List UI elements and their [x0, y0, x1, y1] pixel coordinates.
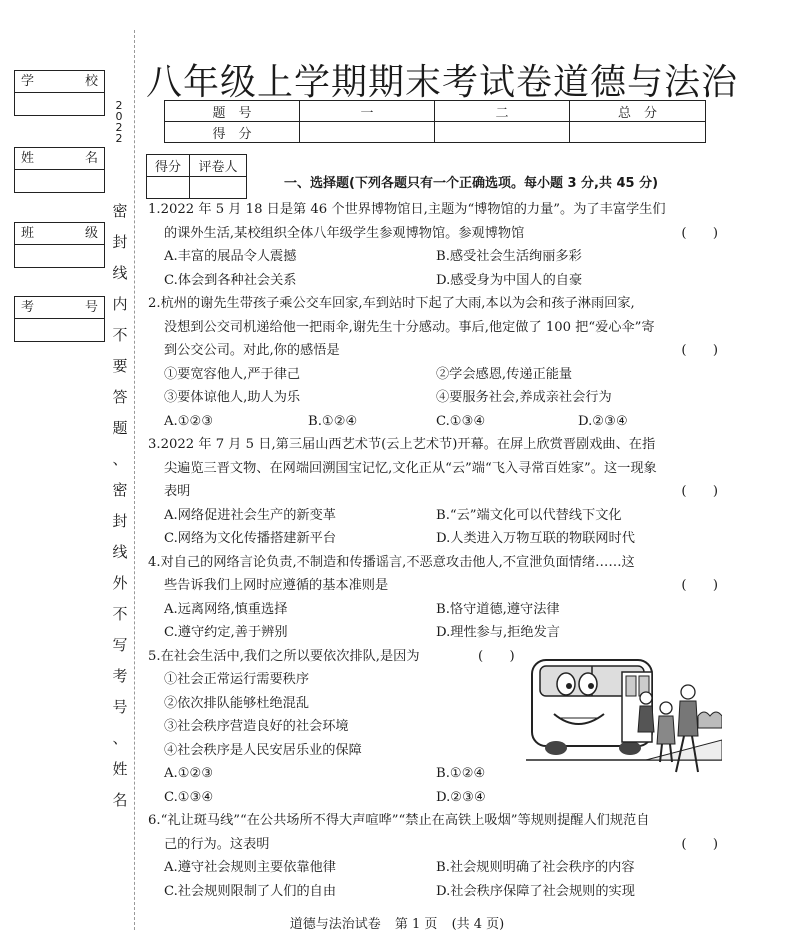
footer-total: (共 4 页)	[451, 917, 505, 932]
score-header: 总 分	[570, 101, 706, 122]
answer-paren[interactable]: ( )	[681, 578, 718, 593]
footer-subject: 道德与法治试卷	[289, 917, 381, 932]
option-b[interactable]: B.恪守道德,遵守法律	[436, 601, 560, 617]
section-title: 一、选择题(下列各题只有一个正确选项。每小题 3 分,共 45 分)	[284, 176, 659, 191]
question-stem-line: 尖遍览三晋文物、在网端回溯国宝记忆,文化正从“云”端“飞入寻常百姓家”。这一现象	[164, 460, 657, 476]
name-input[interactable]	[15, 170, 104, 192]
option-row	[148, 856, 722, 880]
question-stem-line: 没想到公交司机递给他一把雨伞,谢先生十分感动。事后,他定做了 100 把“爱心伞”寄	[164, 319, 655, 335]
footer-page: 第 1 页	[394, 917, 438, 932]
seal-dashed-line	[134, 30, 135, 930]
option-d[interactable]: D.理性参与,拒绝发言	[436, 625, 560, 640]
page-footer	[0, 913, 794, 932]
grader-name-cell[interactable]	[190, 177, 247, 199]
option-c[interactable]: C.遵守约定,善于辨别	[164, 625, 288, 640]
option-row	[148, 880, 722, 904]
statement-2: ②学会感恩,传递正能量	[436, 366, 573, 382]
seal-notice: 密 封 线 内 不 要 答 题 、 密 封 线 外 不 写 考 号 、 姓 名	[112, 202, 128, 809]
option-a[interactable]: A.①②③	[164, 413, 214, 429]
question-stem: 4.对自己的网络言论负责,不制造和传播谣言,不恶意攻击他人,不宣泄负面情绪……这	[148, 554, 635, 570]
option-row	[148, 410, 722, 434]
class-field	[14, 222, 105, 268]
score-cell[interactable]	[300, 122, 435, 143]
class-input[interactable]	[15, 245, 104, 267]
grader-score-cell[interactable]	[147, 177, 190, 199]
option-d[interactable]: D.②③④	[578, 413, 628, 429]
option-row	[148, 269, 722, 293]
grader-score-label: 得分	[147, 155, 190, 177]
statement-3: ③社会秩序营造良好的社会环境	[164, 719, 349, 734]
year-vertical: 2 0 2 2	[115, 99, 123, 145]
option-c[interactable]: C.体会到各种社会关系	[164, 272, 297, 288]
option-c[interactable]: C.①③④	[436, 413, 486, 429]
question-stem: 5.在社会生活中,我们之所以要依次排队,是因为 ( )	[148, 645, 722, 669]
field-label: 考	[21, 300, 35, 315]
answer-paren[interactable]: ( )	[681, 343, 718, 358]
option-b[interactable]: B.“云”端文化可以代替线下文化	[436, 507, 622, 523]
option-b[interactable]: B.感受社会生活绚丽多彩	[436, 249, 582, 264]
option-a[interactable]: A.网络促进社会生产的新变革	[164, 507, 336, 523]
score-table	[164, 100, 706, 143]
exam-number-field	[14, 296, 105, 342]
field-label: 学	[21, 74, 35, 89]
statement-2: ②依次排队能够杜绝混乱	[164, 695, 310, 711]
statement-row	[148, 386, 722, 410]
option-c[interactable]: C.网络为文化传播搭建新平台	[164, 531, 337, 546]
statement-4: ④要服务社会,养成亲社会行为	[436, 390, 612, 405]
option-b[interactable]: B.①②④	[436, 766, 486, 781]
score-row-label: 得 分	[165, 122, 300, 143]
option-d[interactable]: D.社会秩序保障了社会规则的实现	[436, 883, 635, 899]
option-a[interactable]: A.丰富的展品令人震撼	[164, 249, 297, 264]
question-stem: 3.2022 年 7 月 5 日,第三届山西艺术节(云上艺术节)开幕。在屏上欣赏晋剧戏曲、在指	[148, 437, 656, 452]
score-cell[interactable]	[570, 122, 706, 143]
statement-4: ④社会秩序是人民安居乐业的保障	[164, 742, 362, 758]
field-label: 班	[21, 226, 35, 241]
field-label: 名	[84, 151, 98, 166]
name-field	[14, 147, 105, 193]
question-stem-line: 些告诉我们上网时应遵循的基本准则是 ( )	[148, 574, 722, 598]
option-b[interactable]: B.社会规则明确了社会秩序的内容	[436, 860, 635, 875]
option-row	[148, 598, 722, 622]
question-stem: 6.“礼让斑马线”“在公共场所不得大声喧哗”“禁止在高铁上吸烟”等规则提醒人们规范自	[148, 813, 650, 828]
option-row	[148, 245, 722, 269]
score-header: 二	[435, 101, 570, 122]
option-d[interactable]: D.人类进入万物互联的物联网时代	[436, 531, 635, 546]
question-stem: 1.2022 年 5 月 18 日是第 46 个世界博物馆日,主题为“博物馆的力量”。为了丰富学生们	[148, 202, 666, 217]
question-stem-line: 己的行为。这表明 ( )	[148, 833, 722, 857]
option-a[interactable]: A.远离网络,慎重选择	[164, 601, 288, 617]
statement-row	[148, 363, 722, 387]
field-label: 姓	[21, 151, 35, 166]
score-header: 一	[300, 101, 435, 122]
statement-1: ①要宽容他人,严于律己	[164, 366, 301, 382]
score-cell[interactable]	[435, 122, 570, 143]
option-a[interactable]: A.遵守社会规则主要依靠他律	[164, 860, 336, 875]
answer-paren[interactable]: ( )	[681, 484, 718, 499]
grader-table	[146, 154, 247, 199]
field-label: 校	[84, 74, 98, 89]
answer-paren[interactable]: ( )	[681, 225, 718, 241]
school-field	[14, 70, 105, 116]
score-header: 题 号	[165, 101, 300, 122]
bus-queue-illustration	[526, 652, 722, 778]
option-d[interactable]: D.感受身为中国人的自豪	[436, 272, 583, 288]
option-row	[148, 527, 722, 551]
grader-name-label: 评卷人	[190, 155, 247, 177]
option-a[interactable]: A.①②③	[164, 766, 214, 781]
question-stem-line: 表明 ( )	[148, 480, 722, 504]
option-c[interactable]: C.①③④	[164, 789, 214, 805]
answer-paren[interactable]: ( )	[681, 836, 718, 852]
question-stem-line: 的课外生活,某校组织全体八年级学生参观博物馆。参观博物馆 ( )	[148, 222, 722, 246]
exam-number-input[interactable]	[15, 319, 104, 341]
question-stem-line: 到公交公司。对此,你的感悟是 ( )	[148, 339, 722, 363]
option-b[interactable]: B.①②④	[308, 413, 358, 429]
question-area	[148, 198, 722, 903]
question-stem: 2.杭州的谢先生带孩子乘公交车回家,车到站时下起了大雨,本以为会和孩子淋雨回家,	[148, 296, 635, 311]
option-row	[148, 504, 722, 528]
option-c[interactable]: C.社会规则限制了人们的自由	[164, 883, 337, 899]
statement-3: ③要体谅他人,助人为乐	[164, 390, 301, 405]
statement-1: ①社会正常运行需要秩序	[164, 672, 310, 687]
page-title: 八年级上学期期末考试卷道德与法治	[146, 62, 739, 103]
field-label: 号	[84, 300, 98, 315]
school-input[interactable]	[15, 93, 104, 115]
answer-paren[interactable]: ( )	[478, 648, 515, 664]
option-row	[148, 621, 722, 645]
option-d[interactable]: D.②③④	[436, 789, 486, 805]
field-label: 级	[84, 226, 98, 241]
option-row	[148, 786, 722, 810]
